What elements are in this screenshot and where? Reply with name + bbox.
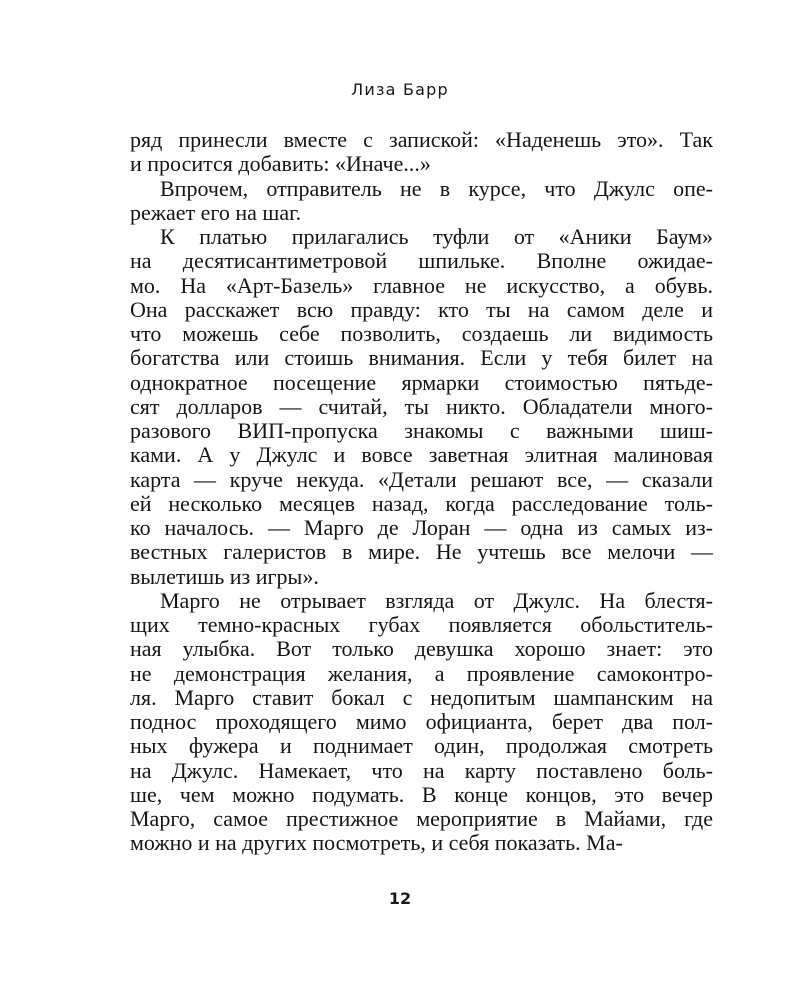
paragraph xyxy=(130,589,713,856)
paragraph xyxy=(130,225,713,589)
text-line: разового ВИП-пропуска знакомы с важными шиш- xyxy=(130,418,713,443)
text-line: на Джулс. Намекает, что на карту поставлено боль- xyxy=(130,757,713,783)
text-line: поднос проходящего мимо официанта, берет два пол- xyxy=(130,709,713,734)
text-line: что можешь себе позволить, создаешь ли видимость xyxy=(130,321,713,346)
text-line: не демонстрация желания, а проявление самоконтро- xyxy=(130,660,713,686)
text-line: К платью прилагались туфли от «Аники Баум» xyxy=(160,224,713,249)
text-line: режает его на шаг. xyxy=(130,199,302,225)
text-line: богатства или стоишь внимания. Если у тебя билет на xyxy=(130,345,713,371)
text-line: ряд принесли вместе с запиской: «Наденешь это». Так xyxy=(130,127,713,152)
text-line: вылетишь из игры». xyxy=(130,563,319,589)
text-line: мо. На «Арт-Базель» главное не искусство, а обувь. xyxy=(130,272,713,298)
paragraph xyxy=(130,128,713,177)
text-line: Впрочем, отправитель не в курсе, что Джулс опе- xyxy=(160,175,713,201)
text-line: ше, чем можно подумать. В конце концов, это вечер xyxy=(130,781,713,807)
text-line: ля. Марго ставит бокал с недопитым шампанским на xyxy=(130,684,713,710)
text-line: и просится добавить: «Иначе...» xyxy=(130,151,431,177)
body-text xyxy=(130,128,713,856)
text-line: однократное посещение ярмарки стоимостью пятьде- xyxy=(130,369,713,395)
text-line: на десятисантиметровой шпильке. Вполне ожидае- xyxy=(130,248,713,274)
text-line: Она расскажет всю правду: кто ты на самом деле и xyxy=(130,296,713,322)
page-number: 12 xyxy=(388,889,412,908)
text-line: вестных галеристов в мире. Не учтешь все мелочи — xyxy=(130,539,713,565)
text-line: сят долларов — считай, ты никто. Обладатели много- xyxy=(130,393,713,419)
text-line: можно и на других посмотреть, и себя показать. Ма- xyxy=(130,830,623,856)
text-line: Марго не отрывает взгляда от Джулс. На блестя- xyxy=(160,587,713,613)
text-line: ко началось. — Марго де Лоран — одна из самых из- xyxy=(130,515,713,540)
text-line: карта — круче некуда. «Детали решают все, — сказали xyxy=(130,466,713,492)
text-line: ей несколько месяцев назад, когда расследование толь- xyxy=(130,490,713,516)
running-head-author: Лиза Барр xyxy=(351,80,449,99)
paragraph xyxy=(130,177,713,226)
text-line: ных фужера и поднимает один, продолжая смотреть xyxy=(130,733,713,759)
text-line: щих темно-красных губах появляется обольститель- xyxy=(130,612,713,637)
text-line: Марго, самое престижное мероприятие в Майами, где xyxy=(130,806,713,831)
text-line: ная улыбка. Вот только девушка хорошо знает: это xyxy=(130,636,713,662)
text-line: ками. А у Джулс и вовсе заветная элитная малиновая xyxy=(130,442,713,468)
